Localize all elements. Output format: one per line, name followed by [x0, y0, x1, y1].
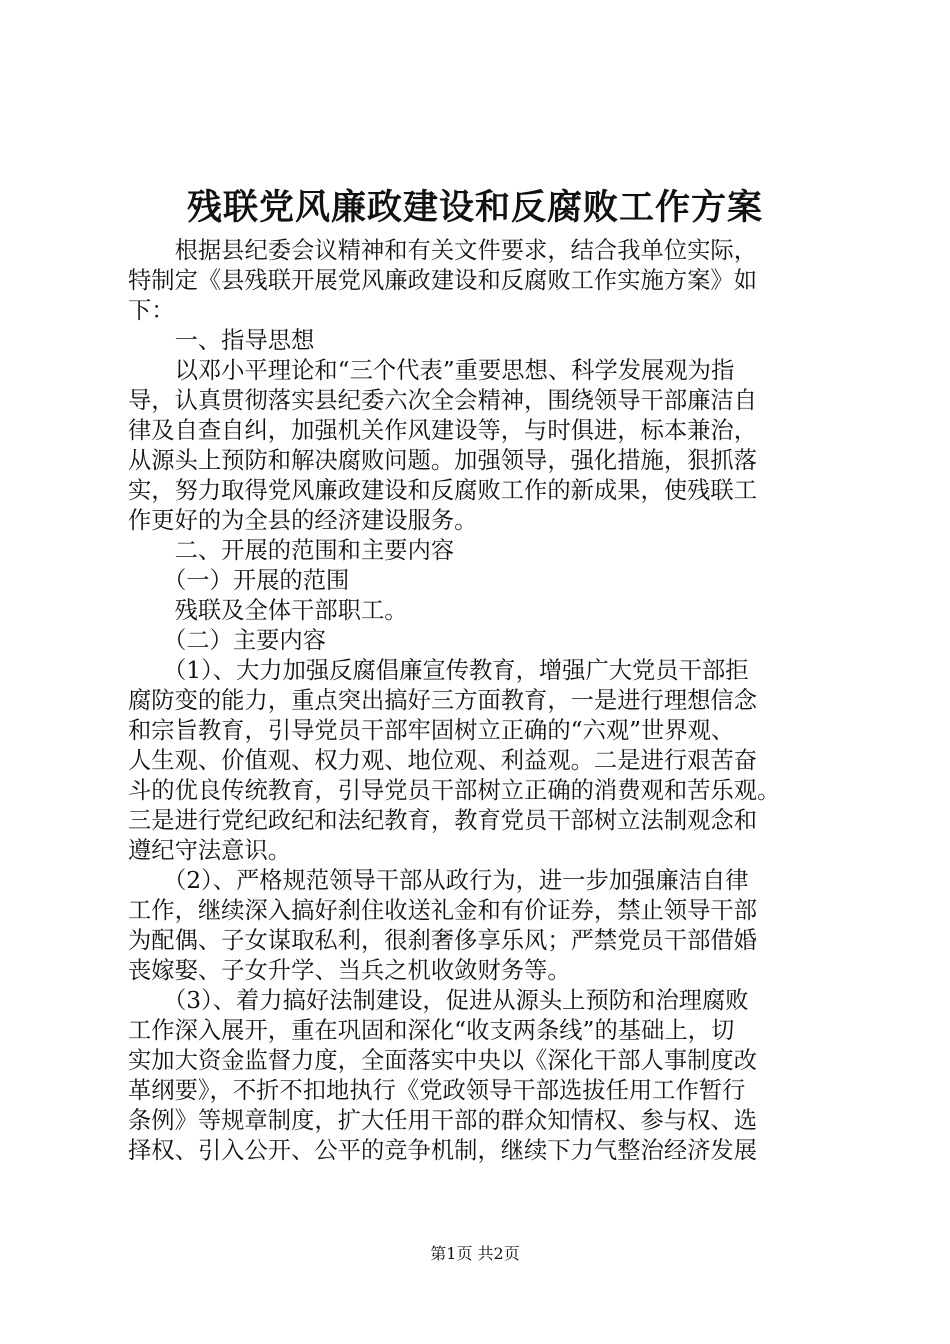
body-line: 从源头上预防和解决腐败问题。加强领导，强化措施，狠抓落 — [128, 447, 758, 474]
body-line: 为配偶、子女谋取私利，很刹奢侈享乐风；严禁党员干部借婚 — [128, 927, 758, 954]
body-line: 条例》等规章制度，扩大任用干部的群众知情权、参与权、选 — [128, 1107, 758, 1134]
body-line: 律及自查自纠，加强机关作风建设等，与时俱进，标本兼治， — [128, 417, 758, 444]
body-line: 实，努力取得党风廉政建设和反腐败工作的新成果，使残联工 — [128, 477, 758, 504]
body-line: （二）主要内容 — [128, 627, 327, 654]
body-line: 根据县纪委会议精神和有关文件要求，结合我单位实际， — [128, 237, 758, 264]
body-line: （1）、大力加强反腐倡廉宣传教育，增强广大党员干部拒 — [128, 657, 749, 684]
body-line: 作更好的为全县的经济建设服务。 — [128, 507, 478, 534]
body-line: 腐防变的能力，重点突出搞好三方面教育，一是进行理想信念 — [128, 687, 758, 714]
body-line: 遵纪守法意识。 — [128, 837, 292, 864]
body-line: 和宗旨教育，引导党员干部牢固树立正确的“六观”世界观、 — [128, 717, 735, 744]
body-line: 斗的优良传统教育，引导党员干部树立正确的消费观和苦乐观。 — [128, 777, 781, 804]
body-line: 下： — [128, 297, 175, 324]
body-line: （2）、严格规范领导干部从政行为，进一步加强廉洁自律 — [128, 867, 749, 894]
body-line: 导，认真贯彻落实县纪委六次全会精神，围绕领导干部廉洁自 — [128, 387, 758, 414]
body-line: 丧嫁娶、子女升学、当兵之机收敛财务等。 — [128, 957, 571, 984]
body-line: 特制定《县残联开展党风廉政建设和反腐败工作实施方案》如 — [128, 267, 758, 294]
body-line: 工作，继续深入搞好刹住收送礼金和有价证券，禁止领导干部 — [128, 897, 758, 924]
body-line: （一）开展的范围 — [128, 567, 350, 594]
body-line: （3）、着力搞好法制建设，促进从源头上预防和治理腐败 — [128, 987, 749, 1014]
body-line: 工作深入展开，重在巩固和深化“收支两条线”的基础上，切 — [128, 1017, 735, 1044]
body-line: 实加大资金监督力度，全面落实中央以《深化干部人事制度改 — [128, 1047, 758, 1074]
body-line: 二、开展的范围和主要内容 — [128, 537, 455, 564]
body-line: 革纲要》，不折不扣地执行《党政领导干部选拔任用工作暂行 — [128, 1077, 746, 1104]
body-line: 三是进行党纪政纪和法纪教育，教育党员干部树立法制观念和 — [128, 807, 758, 834]
document-title: 残联党风廉政建设和反腐败工作方案 — [186, 187, 763, 228]
body-line: 人生观、价值观、权力观、地位观、利益观。二是进行艰苦奋 — [128, 747, 758, 774]
body-line: 残联及全体干部职工。 — [128, 597, 408, 624]
body-line: 一、指导思想 — [128, 327, 315, 354]
body-line: 以邓小平理论和“三个代表”重要思想、科学发展观为指 — [128, 357, 735, 384]
body-line: 择权、引入公开、公平的竞争机制，继续下力气整治经济发展 — [128, 1137, 758, 1164]
page-footer: 第1页 共2页 — [430, 1244, 520, 1263]
document-body — [128, 236, 834, 1166]
